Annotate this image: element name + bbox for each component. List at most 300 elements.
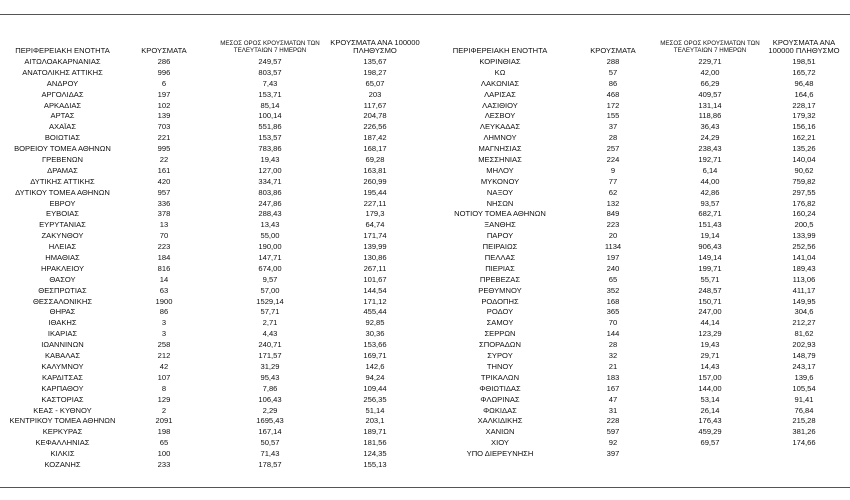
region-cell: ΕΥΒΟΙΑΣ (46, 209, 79, 219)
cases-cell: 9 (610, 165, 616, 175)
per100k-cell: 76,84 (794, 405, 814, 415)
region-cell: ΑΙΤΩΛΟΑΚΑΡΝΑΝΙΑΣ (24, 57, 101, 66)
region-cell: ΞΑΝΘΗΣ (484, 220, 516, 230)
avg7-cell: 171,57 (258, 351, 282, 361)
cases-cell: 155 (606, 111, 620, 121)
header-per100k: ΚΡΟΥΣΜΑΤΑ ΑΝΑ 100000 ΠΛΗΘΥΣΜΟ (768, 38, 840, 55)
region-cell: ΒΟΙΩΤΙΑΣ (44, 133, 81, 143)
avg7-cell: 192,71 (698, 155, 722, 165)
header-region: ΠΕΡΙΦΕΡΕΙΑΚΗ ΕΝΟΤΗΤΑ (15, 46, 110, 55)
cases-cell: 102 (157, 100, 171, 110)
region-cell: ΛΕΥΚΑΔΑΣ (479, 122, 521, 132)
region-cell: ΗΛΕΙΑΣ (48, 242, 77, 252)
region-cell: ΠΙΕΡΙΑΣ (485, 263, 515, 273)
cases-cell: 100 (157, 449, 171, 459)
region-cell: ΔΥΤΙΚΗΣ ΑΤΤΙΚΗΣ (30, 176, 95, 186)
avg7-cell: 1529,14 (256, 296, 284, 306)
cases-cell: 228 (606, 416, 620, 426)
cases-cell: 336 (157, 198, 171, 208)
per100k-cell: 202,93 (792, 340, 816, 350)
region-cell: ΛΑΚΩΝΙΑΣ (480, 78, 520, 88)
avg7-cell: 674,00 (258, 263, 282, 273)
region-cell: ΘΗΡΑΣ (49, 307, 76, 317)
per100k-cell: 30,36 (365, 329, 385, 339)
avg7-cell: 19,43 (260, 155, 280, 165)
region-cell: ΦΘΙΩΤΙΔΑΣ (479, 383, 521, 393)
per100k-cell: 187,42 (363, 133, 387, 143)
avg7-cell: 199,71 (698, 263, 722, 273)
avg7-cell: 803,86 (258, 187, 282, 197)
avg7-cell: 190,00 (258, 242, 282, 252)
region-cell: ΚΑΡΠΑΘΟΥ (41, 383, 84, 393)
cases-cell: 223 (606, 220, 620, 230)
cases-cell: 957 (157, 187, 171, 197)
avg7-cell: 123,29 (698, 329, 722, 339)
region-cell: ΜΗΛΟΥ (486, 165, 514, 175)
per100k-cell: 256,35 (363, 394, 387, 404)
per100k-cell: 139,6 (794, 372, 814, 382)
avg7-cell: 178,57 (258, 459, 282, 469)
per100k-cell: 174,66 (792, 438, 816, 448)
avg7-cell: 151,43 (698, 220, 722, 230)
avg7-cell: 238,43 (698, 144, 722, 154)
region-cell: ΣΕΡΡΩΝ (484, 329, 516, 339)
avg7-cell: 229,71 (698, 57, 722, 66)
region-cell: ΧΙΟΥ (491, 438, 509, 448)
cases-cell: 107 (157, 372, 171, 382)
header-avg7: ΜΕΣΟΣ ΟΡΟΣ ΚΡΟΥΣΜΑΤΩΝ ΤΩΝ ΤΕΛΕΥΤΑΙΩΝ 7 ΗΜΕΡΩΝ (220, 40, 320, 54)
cases-cell: 197 (606, 253, 620, 263)
per100k-cell: 133,99 (792, 231, 816, 241)
cases-cell: 57 (608, 67, 618, 77)
region-cell: ΝΟΤΙΟΥ ΤΟΜΕΑ ΑΘΗΝΩΝ (454, 209, 546, 219)
avg7-cell: 106,43 (258, 394, 282, 404)
per100k-cell: 200,5 (794, 220, 814, 230)
per100k-cell: 179,3 (365, 209, 385, 219)
cases-cell: 21 (608, 361, 618, 371)
per100k-cell: 140,04 (792, 155, 816, 165)
per100k-cell: 113,06 (792, 274, 816, 284)
cases-cell: 70 (608, 318, 618, 328)
cases-cell: 183 (606, 372, 620, 382)
cases-cell: 139 (157, 111, 171, 121)
cases-cell: 65 (159, 438, 169, 448)
header-per100k: ΚΡΟΥΣΜΑΤΑ ΑΝΑ 100000 ΠΛΗΘΥΣΜΟ (330, 38, 420, 55)
avg7-cell: 144,00 (698, 383, 722, 393)
cases-cell: 144 (606, 329, 620, 339)
region-cell: ΘΕΣΣΑΛΟΝΙΚΗΣ (32, 296, 93, 306)
cases-cell: 28 (608, 340, 618, 350)
region-cell: ΚΟΖΑΝΗΣ (44, 459, 81, 469)
per100k-cell: 759,82 (792, 176, 816, 186)
cases-cell: 86 (608, 78, 618, 88)
cases-cell: 286 (157, 57, 171, 66)
region-cell: ΣΠΟΡΑΔΩΝ (479, 340, 521, 350)
cases-cell: 42 (159, 361, 169, 371)
avg7-cell: 803,57 (258, 67, 282, 77)
avg7-cell: 153,71 (258, 89, 282, 99)
per100k-cell: 171,74 (363, 231, 387, 241)
cases-cell: 420 (157, 176, 171, 186)
cases-cell: 224 (606, 155, 620, 165)
cases-cell: 223 (157, 242, 171, 252)
avg7-cell: 14,43 (700, 361, 720, 371)
region-cell: ΖΑΚΥΝΘΟΥ (41, 231, 84, 241)
per100k-cell: 203 (368, 89, 382, 99)
region-cell: ΕΥΡΥΤΑΝΙΑΣ (39, 220, 86, 230)
per100k-cell: 92,85 (365, 318, 385, 328)
cases-cell: 70 (159, 231, 169, 241)
per100k-cell: 227,11 (363, 198, 387, 208)
avg7-cell: 7,86 (262, 383, 278, 393)
region-cell: ΚΕΝΤΡΙΚΟΥ ΤΟΜΕΑ ΑΘΗΝΩΝ (9, 416, 116, 426)
per100k-cell: 168,17 (363, 144, 387, 154)
region-cell: ΣΑΜΟΥ (486, 318, 514, 328)
avg7-cell: 85,14 (260, 100, 280, 110)
region-cell: ΙΩΑΝΝΙΝΩΝ (41, 340, 84, 350)
avg7-cell: 127,00 (258, 165, 282, 175)
avg7-cell: 13,43 (260, 220, 280, 230)
per100k-cell: 455,44 (363, 307, 387, 317)
per100k-cell: 149,95 (792, 296, 816, 306)
region-cell: ΚΕΡΚΥΡΑΣ (42, 427, 83, 437)
per100k-cell: 169,71 (363, 351, 387, 361)
per100k-cell: 260,99 (363, 176, 387, 186)
region-cell: ΚΑΛΥΜΝΟΥ (41, 361, 84, 371)
avg7-cell: 906,43 (698, 242, 722, 252)
avg7-cell: 459,29 (698, 427, 722, 437)
per100k-cell: 124,35 (363, 449, 387, 459)
cases-cell: 365 (606, 307, 620, 317)
region-cell: ΛΑΡΙΣΑΣ (484, 89, 516, 99)
cases-cell: 996 (157, 67, 171, 77)
cases-cell: 77 (608, 176, 618, 186)
avg7-cell: 55,00 (260, 231, 280, 241)
per100k-cell: 204,78 (363, 111, 387, 121)
region-cell: ΑΡΤΑΣ (50, 111, 75, 121)
per100k-cell: 228,17 (792, 100, 816, 110)
avg7-cell: 167,14 (258, 427, 282, 437)
per100k-cell: 163,81 (363, 165, 387, 175)
avg7-cell: 409,57 (698, 89, 722, 99)
cases-cell: 8 (161, 383, 167, 393)
region-cell: ΛΑΣΙΘΙΟΥ (482, 100, 518, 110)
avg7-cell: 95,43 (260, 372, 280, 382)
per100k-cell: 94,24 (365, 372, 385, 382)
cases-cell: 1134 (604, 242, 622, 252)
avg7-cell: 153,57 (258, 133, 282, 143)
avg7-cell: 53,14 (700, 394, 720, 404)
region-cell: ΣΥΡΟΥ (487, 351, 513, 361)
cases-cell: 397 (606, 449, 620, 459)
per100k-cell: 381,26 (792, 427, 816, 437)
cases-cell: 168 (606, 296, 620, 306)
per100k-cell: 203,1 (365, 416, 385, 426)
avg7-cell: 24,29 (700, 133, 720, 143)
avg7-cell: 249,57 (258, 57, 282, 66)
avg7-cell: 44,00 (700, 176, 720, 186)
cases-cell: 240 (606, 263, 620, 273)
per100k-cell: 243,17 (792, 361, 816, 371)
avg7-cell: 42,86 (700, 187, 720, 197)
cases-cell: 28 (608, 133, 618, 143)
avg7-cell: 26,14 (700, 405, 720, 415)
region-cell: ΚΙΛΚΙΣ (50, 449, 75, 459)
cases-cell: 37 (608, 122, 618, 132)
avg7-cell: 149,14 (698, 253, 722, 263)
region-cell: ΠΕΛΛΑΣ (484, 253, 516, 263)
per100k-cell: 171,12 (363, 296, 387, 306)
cases-cell: 63 (159, 285, 169, 295)
avg7-cell: 157,00 (698, 372, 722, 382)
per100k-cell: 139,99 (363, 242, 387, 252)
cases-cell: 257 (606, 144, 620, 154)
cases-cell: 3 (161, 318, 167, 328)
avg7-cell: 247,00 (698, 307, 722, 317)
avg7-cell: 118,86 (698, 111, 722, 121)
top-border (0, 14, 850, 15)
per100k-cell: 160,24 (792, 209, 816, 219)
per100k-cell: 101,67 (363, 274, 387, 284)
avg7-cell: 42,00 (700, 67, 720, 77)
region-cell: ΠΑΡΟΥ (486, 231, 514, 241)
per100k-cell: 198,27 (363, 67, 387, 77)
per100k-cell: 304,6 (794, 307, 814, 317)
region-cell: ΙΚΑΡΙΑΣ (47, 329, 78, 339)
avg7-cell: 2,29 (262, 405, 278, 415)
avg7-cell: 682,71 (698, 209, 722, 219)
region-cell: ΑΝΔΡΟΥ (46, 78, 79, 88)
cases-cell: 258 (157, 340, 171, 350)
per100k-cell: 189,71 (363, 427, 387, 437)
cases-cell: 14 (159, 274, 169, 284)
per100k-cell: 109,44 (363, 383, 387, 393)
cases-cell: 161 (157, 165, 171, 175)
cases-cell: 2 (161, 405, 167, 415)
per100k-cell: 198,51 (792, 57, 816, 66)
cases-cell: 62 (608, 187, 618, 197)
cases-cell: 2091 (155, 416, 173, 426)
per100k-cell: 105,54 (792, 383, 816, 393)
region-cell: ΑΝΑΤΟΛΙΚΗΣ ΑΤΤΙΚΗΣ (22, 67, 103, 77)
per100k-cell: 156,16 (792, 122, 816, 132)
per100k-cell: 69,28 (365, 155, 385, 165)
header-cases: ΚΡΟΥΣΜΑΤΑ (141, 46, 187, 55)
region-cell: ΚΑΣΤΟΡΙΑΣ (41, 394, 84, 404)
region-cell: ΤΗΝΟΥ (486, 361, 514, 371)
cases-cell: 129 (157, 394, 171, 404)
avg7-cell: 6,14 (702, 165, 718, 175)
avg7-cell: 551,86 (258, 122, 282, 132)
cases-cell: 703 (157, 122, 171, 132)
per100k-cell: 144,54 (363, 285, 387, 295)
per100k-cell: 189,43 (792, 263, 816, 273)
per100k-cell: 252,56 (792, 242, 816, 252)
header-cases: ΚΡΟΥΣΜΑΤΑ (590, 46, 636, 55)
per100k-cell: 90,62 (794, 165, 814, 175)
region-cell: ΛΕΣΒΟΥ (484, 111, 516, 121)
cases-cell: 352 (606, 285, 620, 295)
region-cell: ΚΩ (494, 67, 506, 77)
avg7-cell: 1695,43 (256, 416, 284, 426)
per100k-cell: 162,21 (792, 133, 816, 143)
region-cell: ΦΛΩΡΙΝΑΣ (480, 394, 520, 404)
region-cell: ΡΕΘΥΜΝΟΥ (478, 285, 522, 295)
region-cell: ΜΕΣΣΗΝΙΑΣ (478, 155, 522, 165)
region-cell: ΚΕΦΑΛΛΗΝΙΑΣ (35, 438, 90, 448)
cases-cell: 32 (608, 351, 618, 361)
region-cell: ΓΡΕΒΕΝΩΝ (41, 155, 84, 165)
per100k-cell: 96,48 (794, 78, 814, 88)
cases-cell: 468 (606, 89, 620, 99)
cases-cell: 597 (606, 427, 620, 437)
cases-cell: 132 (606, 198, 620, 208)
cases-cell: 167 (606, 383, 620, 393)
avg7-cell: 69,57 (700, 438, 720, 448)
region-cell: ΡΟΔΟΥ (486, 307, 514, 317)
avg7-cell: 783,86 (258, 144, 282, 154)
cases-cell: 288 (606, 57, 620, 66)
cases-cell: 6 (161, 78, 167, 88)
per100k-cell: 411,17 (792, 285, 816, 295)
region-cell: ΕΒΡΟΥ (49, 198, 76, 208)
per100k-cell: 195,44 (363, 187, 387, 197)
per100k-cell: 165,72 (792, 67, 816, 77)
region-cell: ΑΡΚΑΔΙΑΣ (43, 100, 82, 110)
cases-cell: 47 (608, 394, 618, 404)
cases-cell: 995 (157, 144, 171, 154)
region-cell: ΙΘΑΚΗΣ (48, 318, 77, 328)
cases-cell: 3 (161, 329, 167, 339)
cases-cell: 212 (157, 351, 171, 361)
per100k-cell: 65,07 (365, 78, 385, 88)
avg7-cell: 50,57 (260, 438, 280, 448)
region-cell: ΥΠΟ ΔΙΕΡΕΥΝΗΣΗ (466, 449, 534, 459)
avg7-cell: 57,71 (260, 307, 280, 317)
region-cell: ΘΑΣΟΥ (49, 274, 76, 284)
cases-cell: 198 (157, 427, 171, 437)
avg7-cell: 288,43 (258, 209, 282, 219)
avg7-cell: 29,71 (700, 351, 720, 361)
region-cell: ΘΕΣΠΡΩΤΙΑΣ (38, 285, 87, 295)
region-cell: ΑΡΓΟΛΙΔΑΣ (41, 89, 84, 99)
region-cell: ΝΗΣΩΝ (486, 198, 514, 208)
cases-cell: 849 (606, 209, 620, 219)
region-cell: ΑΧΑΪΑΣ (48, 122, 77, 132)
region-cell: ΗΡΑΚΛΕΙΟΥ (40, 263, 85, 273)
avg7-cell: 4,43 (262, 329, 278, 339)
per100k-cell: 215,28 (792, 416, 816, 426)
per100k-cell: 212,27 (792, 318, 816, 328)
region-cell: ΤΡΙΚΑΛΩΝ (480, 372, 520, 382)
avg7-cell: 240,71 (258, 340, 282, 350)
header-avg7: ΜΕΣΟΣ ΟΡΟΣ ΚΡΟΥΣΜΑΤΩΝ ΤΩΝ ΤΕΛΕΥΤΑΙΩΝ 7 ΗΜΕΡΩΝ (660, 40, 760, 54)
per100k-cell: 135,67 (363, 57, 387, 66)
header-region: ΠΕΡΙΦΕΡΕΙΑΚΗ ΕΝΟΤΗΤΑ (452, 46, 548, 55)
region-cell: ΜΑΓΝΗΣΙΑΣ (478, 144, 522, 154)
per100k-cell: 176,82 (792, 198, 816, 208)
region-cell: ΒΟΡΕΙΟΥ ΤΟΜΕΑ ΑΘΗΝΩΝ (14, 144, 111, 154)
avg7-cell: 36,43 (700, 122, 720, 132)
region-cell: ΚΕΑΣ - ΚΥΘΝΟΥ (33, 405, 92, 415)
region-cell: ΛΗΜΝΟΥ (483, 133, 517, 143)
avg7-cell: 9,57 (262, 274, 278, 284)
region-cell: ΚΑΡΔΙΤΣΑΣ (42, 372, 83, 382)
avg7-cell: 147,71 (258, 253, 282, 263)
avg7-cell: 248,57 (698, 285, 722, 295)
per100k-cell: 130,86 (363, 253, 387, 263)
avg7-cell: 247,86 (258, 198, 282, 208)
cases-cell: 86 (159, 307, 169, 317)
per100k-cell: 142,6 (365, 361, 385, 371)
avg7-cell: 100,14 (258, 111, 282, 121)
cases-cell: 22 (159, 155, 169, 165)
cases-cell: 65 (608, 274, 618, 284)
region-cell: ΚΑΒΑΛΑΣ (44, 351, 81, 361)
avg7-cell: 334,71 (258, 176, 282, 186)
avg7-cell: 71,43 (260, 449, 280, 459)
region-cell: ΧΑΛΚΙΔΙΚΗΣ (477, 416, 523, 426)
avg7-cell: 44,14 (700, 318, 720, 328)
avg7-cell: 93,57 (700, 198, 720, 208)
avg7-cell: 57,00 (260, 285, 280, 295)
per100k-cell: 181,56 (363, 438, 387, 448)
avg7-cell: 150,71 (698, 296, 722, 306)
region-cell: ΜΥΚΟΝΟΥ (480, 176, 520, 186)
per100k-cell: 91,41 (794, 394, 814, 404)
per100k-cell: 81,62 (794, 329, 814, 339)
per100k-cell: 148,79 (792, 351, 816, 361)
per100k-cell: 164,6 (794, 89, 814, 99)
cases-cell: 233 (157, 459, 171, 469)
per100k-cell: 179,32 (792, 111, 816, 121)
cases-cell: 184 (157, 253, 171, 263)
cases-cell: 20 (608, 231, 618, 241)
cases-cell: 221 (157, 133, 171, 143)
per100k-cell: 153,66 (363, 340, 387, 350)
region-cell: ΠΡΕΒΕΖΑΣ (479, 274, 521, 284)
per100k-cell: 117,67 (363, 100, 387, 110)
cases-cell: 172 (606, 100, 620, 110)
per100k-cell: 141,04 (792, 253, 816, 263)
region-cell: ΔΡΑΜΑΣ (47, 165, 78, 175)
avg7-cell: 55,71 (700, 274, 720, 284)
per100k-cell: 226,56 (363, 122, 387, 132)
cases-cell: 1900 (155, 296, 173, 306)
region-cell: ΗΜΑΘΙΑΣ (45, 253, 80, 263)
cases-cell: 92 (608, 438, 618, 448)
avg7-cell: 19,14 (700, 231, 720, 241)
region-cell: ΝΑΞΟΥ (486, 187, 514, 197)
bottom-border (0, 487, 850, 488)
region-cell: ΦΩΚΙΔΑΣ (483, 405, 517, 415)
cases-cell: 816 (157, 263, 171, 273)
region-cell: ΧΑΝΙΩΝ (485, 427, 515, 437)
avg7-cell: 176,43 (698, 416, 722, 426)
per100k-cell: 267,11 (363, 263, 387, 273)
cases-cell: 197 (157, 89, 171, 99)
avg7-cell: 131,14 (698, 100, 722, 110)
cases-cell: 31 (608, 405, 618, 415)
per100k-cell: 135,26 (792, 144, 816, 154)
per100k-cell: 51,14 (365, 405, 385, 415)
per100k-cell: 297,55 (792, 187, 816, 197)
cases-cell: 378 (157, 209, 171, 219)
region-cell: ΚΟΡΙΝΘΙΑΣ (479, 57, 521, 66)
cases-cell: 13 (159, 220, 169, 230)
per100k-cell: 64,74 (365, 220, 385, 230)
per100k-cell: 155,13 (363, 459, 387, 469)
